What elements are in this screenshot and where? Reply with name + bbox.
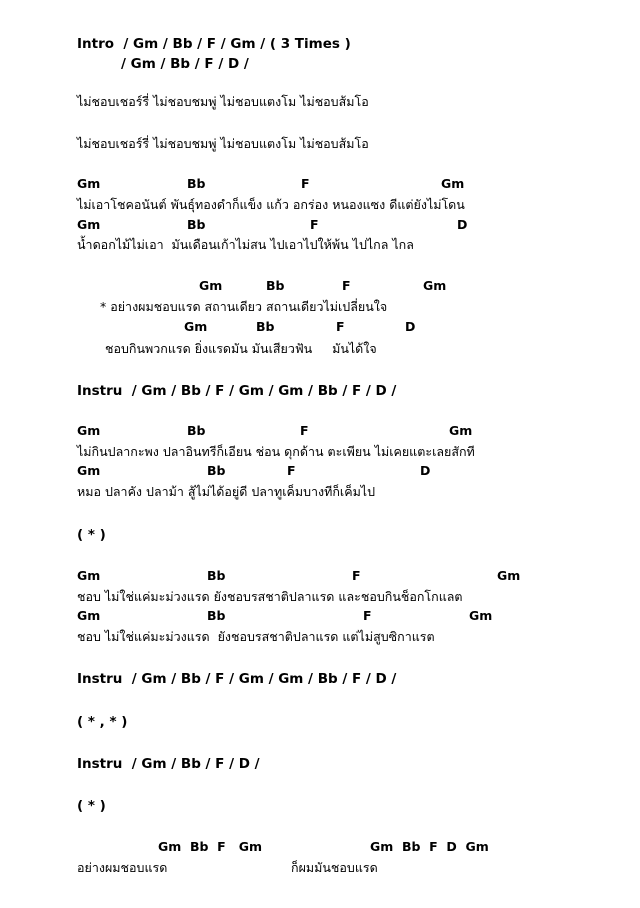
chord: Gm: [77, 423, 101, 438]
lyric-line: ไม่ชอบเชอร์รี่ ไม่ชอบชมพู่ ไม่ชอบแตงโม ไม่ชอบส้มโอ: [77, 94, 369, 109]
lyric-line: * อย่างผมชอบแรด สถานเดียว สถานเดียวไม่เปลี่ยนใจ: [100, 299, 388, 314]
chord: Bb: [187, 217, 206, 232]
lyric-line: ชอบ ไม่ใช่แค่มะม่วงแรด ยังชอบรสชาติปลาแรด และชอบกินช็อกโกแลต: [77, 589, 463, 604]
intro-line-2: / Gm / Bb / F / D /: [121, 56, 249, 72]
chord-group: Gm Bb F Gm: [158, 839, 263, 854]
chord: Gm: [77, 463, 101, 478]
lyric-line: ชอบกินพวกแรด ยิ่งแรดมัน มันเสียวฟัน มันได้ใจ: [105, 341, 377, 356]
chord: Gm: [199, 278, 223, 293]
intro-line-1: Intro / Gm / Bb / F / Gm / ( 3 Times ): [77, 36, 351, 52]
chord: Gm: [184, 319, 208, 334]
repeat-marker: ( * , * ): [77, 714, 128, 730]
lyric-line: น้ำดอกไม้ไม่เอา มันเดือนเก้าไม่สน ไปเอาไปให้พ้น ไปไกล ไกล: [77, 237, 414, 252]
chord: Bb: [207, 463, 226, 478]
repeat-marker: ( * ): [77, 527, 106, 543]
chord: Bb: [187, 176, 206, 191]
lyric-line: ไม่กินปลากะพง ปลาอินทรีก็เอียน ช่อน ดุกด้าน ตะเพียน ไม่เคยแตะเลยสักที: [77, 444, 475, 459]
chord: Gm: [441, 176, 465, 191]
lyric-line: ไม่เอาโชคอนันต์ พันธุ์ทองดำก็แข็ง แก้ว อกร่อง หนองแซง ดีแต่ยังไม่โดน: [77, 197, 465, 212]
chord: D: [420, 463, 431, 478]
instrumental-line: Instru / Gm / Bb / F / Gm / Gm / Bb / F / D /: [77, 383, 397, 399]
chord: D: [457, 217, 468, 232]
chord: F: [301, 176, 310, 191]
chord: F: [363, 608, 372, 623]
chord: Gm: [77, 176, 101, 191]
chord: F: [342, 278, 351, 293]
chord: Gm: [423, 278, 447, 293]
instrumental-line: Instru / Gm / Bb / F / Gm / Gm / Bb / F / D /: [77, 671, 397, 687]
repeat-marker: ( * ): [77, 798, 106, 814]
chord: F: [300, 423, 309, 438]
chord: Gm: [469, 608, 493, 623]
chord: Gm: [77, 217, 101, 232]
instrumental-line: Instru / Gm / Bb / F / D /: [77, 756, 260, 772]
chord: Bb: [266, 278, 285, 293]
chord: Gm: [77, 568, 101, 583]
chord-group: Gm Bb F D Gm: [370, 839, 489, 854]
lyric-line: หมอ ปลาคัง ปลาม้า สู้ไม่ได้อยู่ดี ปลาทูเค็มบางทีก็เค็มไป: [77, 484, 376, 499]
lyric-line: ก็ผมมันชอบแรด: [291, 860, 378, 875]
chord: Bb: [187, 423, 206, 438]
lyric-line: ไม่ชอบเชอร์รี่ ไม่ชอบชมพู่ ไม่ชอบแตงโม ไม่ชอบส้มโอ: [77, 136, 369, 151]
chord: Gm: [77, 608, 101, 623]
chord: Gm: [449, 423, 473, 438]
chord: F: [336, 319, 345, 334]
chord: Bb: [207, 568, 226, 583]
chord: D: [405, 319, 416, 334]
lyric-line: ชอบ ไม่ใช่แค่มะม่วงแรด ยังชอบรสชาติปลาแรด แต่ไม่สูบซิกาแรต: [77, 629, 435, 644]
lyric-line: อย่างผมชอบแรด: [77, 860, 168, 875]
chord: Gm: [497, 568, 521, 583]
chord: F: [310, 217, 319, 232]
chord: F: [352, 568, 361, 583]
chord: Bb: [256, 319, 275, 334]
chord: F: [287, 463, 296, 478]
chord: Bb: [207, 608, 226, 623]
